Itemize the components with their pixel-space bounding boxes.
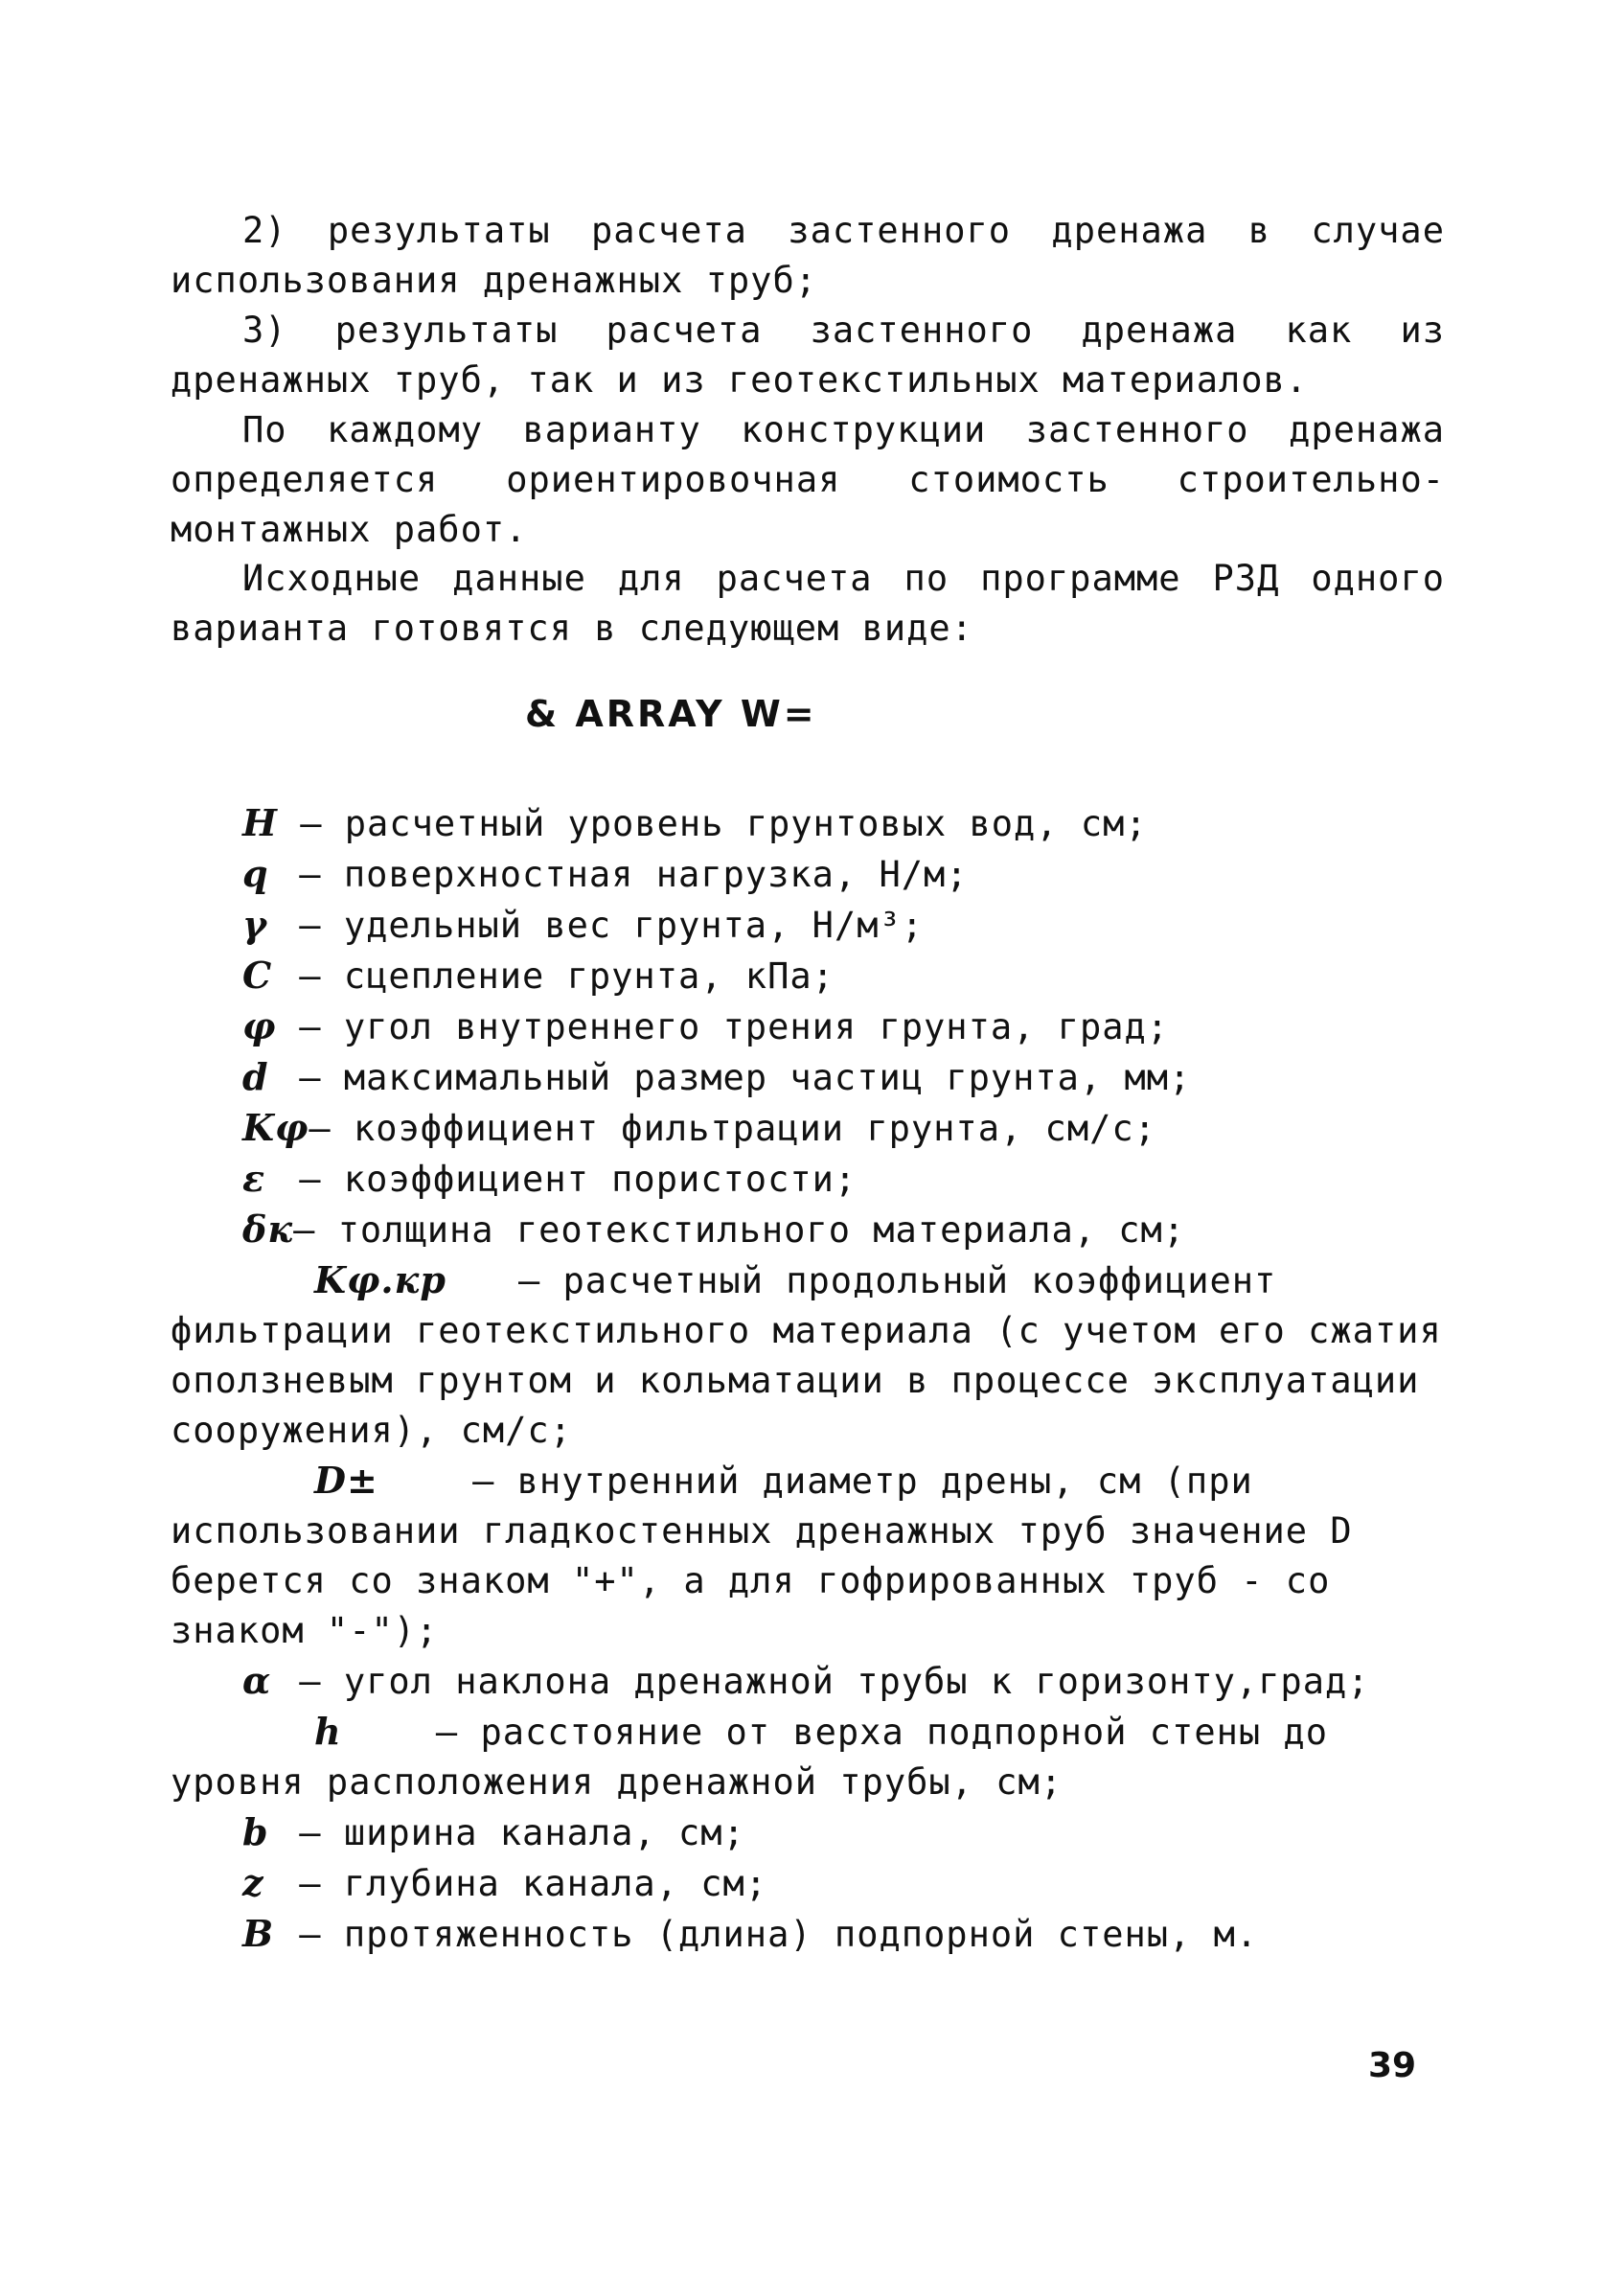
definition-symbol: z [242, 1861, 264, 1904]
definition-dash: – [293, 1209, 316, 1251]
definition-text: угол внутреннего трения грунта, град; [343, 1006, 1170, 1047]
definition-text: угол наклона дренажной трубы к горизонту,град; [343, 1661, 1370, 1702]
definition-dash: – [299, 905, 322, 946]
definition-item [171, 1052, 1454, 1103]
definition-dash: – [299, 854, 322, 895]
definition-item [171, 1707, 1454, 1807]
definition-text: поверхностная нагрузка, Н/м; [343, 854, 969, 895]
definition-dash: – [299, 1159, 322, 1200]
definition-item [171, 1103, 1454, 1154]
definition-symbol: α [242, 1659, 272, 1702]
definition-item [171, 1909, 1454, 1960]
definition-text: удельный вес грунта, Н/м³; [343, 905, 925, 946]
definition-item [171, 1154, 1454, 1205]
definition-symbol: D± [314, 1459, 378, 1502]
paragraph-item-2: 2) результаты расчета застенного дренажа в случае использования дренажных труб; [171, 210, 1445, 301]
definition-symbol: h [314, 1710, 342, 1753]
page-number: 39 [1368, 2046, 1417, 2085]
definition-dash: – [299, 1006, 322, 1047]
definition-dash: – [299, 1812, 322, 1853]
definition-item [171, 1255, 1454, 1456]
definition-text: протяженность (длина) подпорной стены, м. [343, 1914, 1259, 1955]
definition-item [171, 1656, 1454, 1707]
definition-text: расстояние от верха подпорной стены до уровня расположения дренажной трубы, см; [171, 1712, 1328, 1803]
definition-text: сцепление грунта, кПа; [343, 955, 835, 997]
definition-dash: – [435, 1712, 459, 1753]
definition-dash: – [472, 1460, 495, 1502]
definition-dash: – [309, 1108, 332, 1149]
paragraph-input-data: Исходные данные для расчета по программе РЗД одного варианта готовятся в следующем виде: [171, 558, 1445, 649]
definition-item [171, 1205, 1454, 1255]
definition-dash: – [299, 1863, 322, 1904]
definition-text: внутренний диаметр дрены, см (при использовании гладкостенных дренажных труб значение D берется со знаком "+", а для гофрированных труб - со знаком "-"); [171, 1460, 1353, 1651]
definition-symbol: δк [242, 1208, 294, 1251]
definition-item [171, 951, 1454, 1001]
definition-symbol: b [242, 1810, 269, 1853]
definition-dash: – [299, 1914, 322, 1955]
definition-symbol: ε [242, 1157, 266, 1200]
paragraph-item-3: 3) результаты расчета застенного дренажа как из дренажных труб, так и из геотекстильных материалов. [171, 310, 1445, 401]
definition-symbol: q [242, 852, 269, 895]
definition-symbol: Kφ [242, 1106, 309, 1149]
definition-text: толщина геотекстильного материала, см; [337, 1209, 1186, 1251]
definition-item [171, 900, 1454, 951]
definition-item [171, 1807, 1454, 1858]
definition-symbol: H [242, 801, 278, 844]
definition-text: коэффициент пористости; [343, 1159, 858, 1200]
array-declaration: & ARRAY W= [525, 693, 817, 735]
definition-symbol: φ [242, 1004, 277, 1047]
paragraph-cost: По каждому варианту конструкции застенного дренажа определяется ориентировочная стоимость строительно-монтажных работ. [171, 409, 1445, 550]
definition-text: максимальный размер частиц грунта, мм; [343, 1057, 1192, 1098]
definition-text: расчетный продольный коэффициент фильтрации геотекстильного материала (с учетом его сжатия оползневым грунтом и кольматации в процессе эксплуатации сооружения), см/с; [171, 1260, 1442, 1451]
definition-text: глубина канала, см; [343, 1863, 768, 1904]
definition-symbol: C [242, 954, 273, 997]
definition-dash: – [299, 1661, 322, 1702]
definition-item [171, 1456, 1454, 1656]
definition-dash: – [300, 803, 323, 844]
definition-symbol: γ [242, 903, 268, 946]
definition-dash: – [299, 1057, 322, 1098]
definition-dash: – [299, 955, 322, 997]
definition-text: коэффициент фильтрации грунта, см/с; [353, 1108, 1156, 1149]
definitions-list [171, 798, 1454, 1960]
definition-text: ширина канала, см; [343, 1812, 745, 1853]
definition-symbol: B [242, 1912, 275, 1955]
definition-item [171, 849, 1454, 900]
definition-item [171, 798, 1454, 849]
definition-item [171, 1001, 1454, 1052]
definition-text: расчетный уровень грунтовых вод, см; [344, 803, 1148, 844]
definition-item [171, 1858, 1454, 1909]
definition-symbol: d [242, 1055, 269, 1098]
definition-symbol: Kφ.кр [314, 1258, 446, 1301]
definition-dash: – [517, 1260, 541, 1301]
